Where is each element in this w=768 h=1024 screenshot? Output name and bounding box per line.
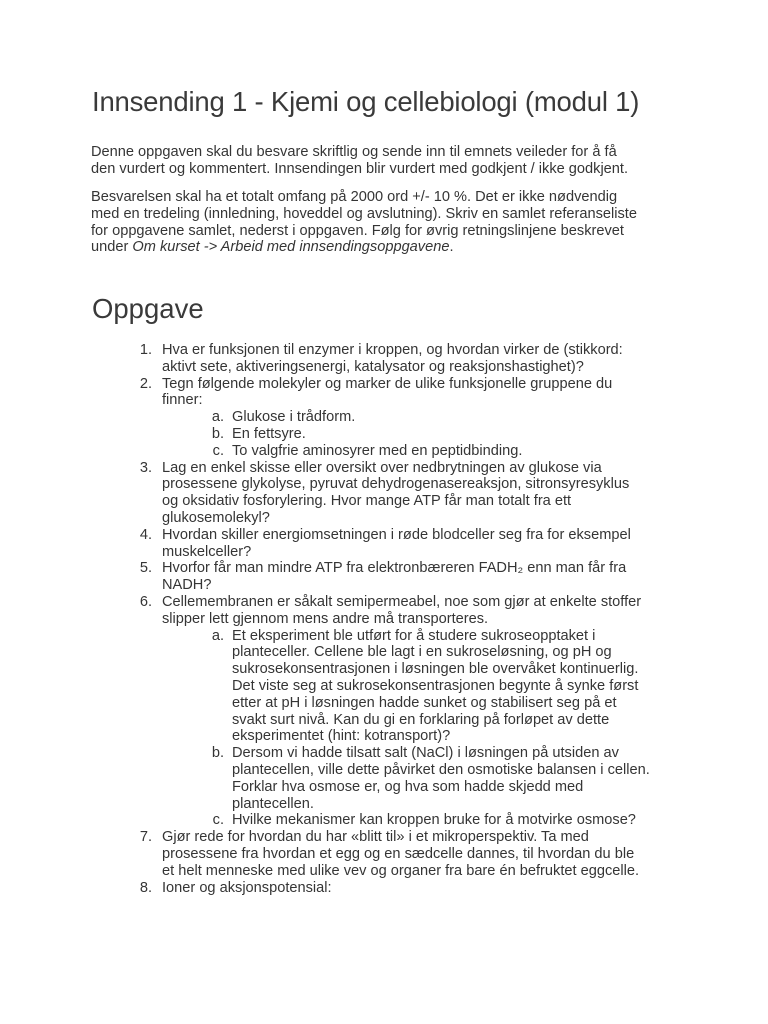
question-number: 3. [139, 459, 152, 476]
page-title: Innsending 1 - Kjemi og cellebiologi (modul 1) [92, 86, 640, 117]
text-line: prosessene fra hvordan et egg og en sædcelle dannes, til hvordan du ble [162, 845, 635, 862]
question-2 [120, 376, 710, 460]
text-line: Et eksperiment ble utført for å studere sukroseopptaket i [232, 627, 596, 644]
text-line: Cellemembranen er såkalt semipermeabel, noe som gjør at enkelte stoffer [162, 593, 642, 610]
text-line: et helt menneske med ulike vev og organer fra bare én befruktet eggcelle. [162, 862, 640, 879]
question-7 [120, 829, 710, 879]
text-line: muskelceller? [162, 543, 252, 560]
text-line: den vurdert og kommentert. Innsendingen blir vurdert med godkjent / ikke godkjent. [91, 160, 629, 177]
text-line: Glukose i trådform. [232, 409, 356, 426]
text-line: Hvordan skiller energiomsetningen i røde blodceller seg fra for eksempel [162, 526, 631, 543]
text-line: aktivt sete, aktiveringsenergi, katalysator og reaksjonshastighet)? [162, 358, 584, 375]
text-line: plantecellen. [232, 795, 314, 812]
question-3 [120, 460, 710, 527]
question-number: 8. [139, 879, 152, 896]
subquestion-letter: a. [211, 627, 224, 644]
subquestion-list [192, 409, 710, 459]
text-line: To valgfrie aminosyrer med en peptidbinding. [232, 442, 523, 459]
question-8 [120, 880, 710, 897]
text-line: med en tredeling (innledning, hoveddel og avslutning). Skriv en samlet referanseliste [91, 205, 637, 222]
text-line: Hvorfor får man mindre ATP fra elektronbæreren FADH₂ enn man får fra [162, 560, 627, 577]
question-1 [120, 342, 710, 376]
subquestion-2b [192, 426, 710, 443]
text-line: svakt surt nivå. Kan du gi en forklaring på forløpet av dette [232, 711, 610, 728]
subquestion-letter: b. [211, 745, 224, 762]
question-number: 6. [139, 593, 152, 610]
text-line: og oksidativ fosforylering. Hvor mange ATP får man totalt fra ett [162, 493, 572, 510]
question-number: 5. [139, 560, 152, 577]
text-line: Dersom vi hadde tilsatt salt (NaCl) i løsningen på utsiden av [232, 745, 619, 762]
text-line: finner: [162, 392, 203, 409]
text-line: glukosemolekyl? [162, 509, 270, 526]
text-line: Lag en enkel skisse eller oversikt over nedbrytningen av glukose via [162, 459, 602, 476]
question-4 [120, 527, 710, 561]
question-number: 4. [139, 526, 152, 543]
subquestion-6b [192, 745, 710, 812]
text-line: NADH? [162, 577, 212, 594]
text-line [91, 239, 691, 256]
text-line: En fettsyre. [232, 425, 306, 442]
text-line: slipper lett gjennom mens andre må transporteres. [162, 610, 489, 627]
subquestion-6c [192, 812, 710, 829]
text-line: Ioner og aksjonspotensial: [162, 879, 332, 896]
subquestion-2c [192, 443, 710, 460]
text-line: Hvilke mekanismer kan kroppen bruke for å motvirke osmose? [232, 812, 636, 829]
question-5 [120, 560, 710, 594]
section-heading: Oppgave [92, 293, 204, 324]
subquestion-6a [192, 628, 710, 746]
text-line: Forklar hva osmose er, og hva som hadde skjedd med [232, 778, 584, 795]
subquestion-letter: c. [212, 812, 224, 829]
text-line: Gjør rede for hvordan du har «blitt til» i et mikroperspektiv. Ta med [162, 829, 589, 846]
text-line: sukrosekonsentrasjonen i løsningen ble overvåket kontinuerlig. [232, 661, 639, 678]
text-line: Hva er funksjonen til enzymer i kroppen, og hvordan virker de (stikkord: [162, 342, 623, 358]
text-line: Det viste seg at sukrosekonsentrasjonen begynte å synke først [232, 677, 639, 694]
question-6 [120, 594, 710, 829]
text-line: Denne oppgaven skal du besvare skriftlig og sende inn til emnets veileder for å få [91, 144, 617, 160]
subquestion-list [192, 628, 710, 830]
text-line: plantecellen, ville dette påvirket den osmotiske balansen i cellen. [232, 761, 650, 778]
course-reference: Om kurset -> Arbeid med innsendingsoppgavene [132, 239, 450, 256]
subquestion-letter: a. [211, 409, 224, 426]
text-line: Besvarelsen skal ha et totalt omfang på 2000 ord +/- 10 %. Det er ikke nødvendig [91, 189, 618, 205]
text-segment: under [91, 239, 133, 256]
subquestion-2a [192, 409, 710, 426]
question-number: 7. [139, 829, 152, 846]
subquestion-letter: c. [212, 442, 224, 459]
text-line: eksperimentet (hint: kotransport)? [232, 728, 451, 745]
text-segment: . [449, 239, 454, 256]
subquestion-letter: b. [211, 425, 224, 442]
text-line: planteceller. Cellene ble lagt i en sukroseløsning, og pH og [232, 644, 612, 661]
text-line: prosessene glykolyse, pyruvat dehydrogenasereaksjon, sitronsyresyklus [162, 476, 630, 493]
question-number: 1. [139, 342, 152, 358]
text-line: Tegn følgende molekyler og marker de ulike funksjonelle gruppene du [162, 375, 613, 392]
intro-paragraph-2 [91, 189, 691, 256]
question-number: 2. [139, 375, 152, 392]
text-line: etter at pH i løsningen hadde sunket og stabilisert seg på et [232, 694, 617, 711]
intro-paragraph-1 [91, 144, 691, 178]
text-line: for oppgavene samlet, nederst i oppgaven. Følg for øvrig retningslinjene beskrevet [91, 222, 624, 239]
question-list [120, 342, 710, 896]
